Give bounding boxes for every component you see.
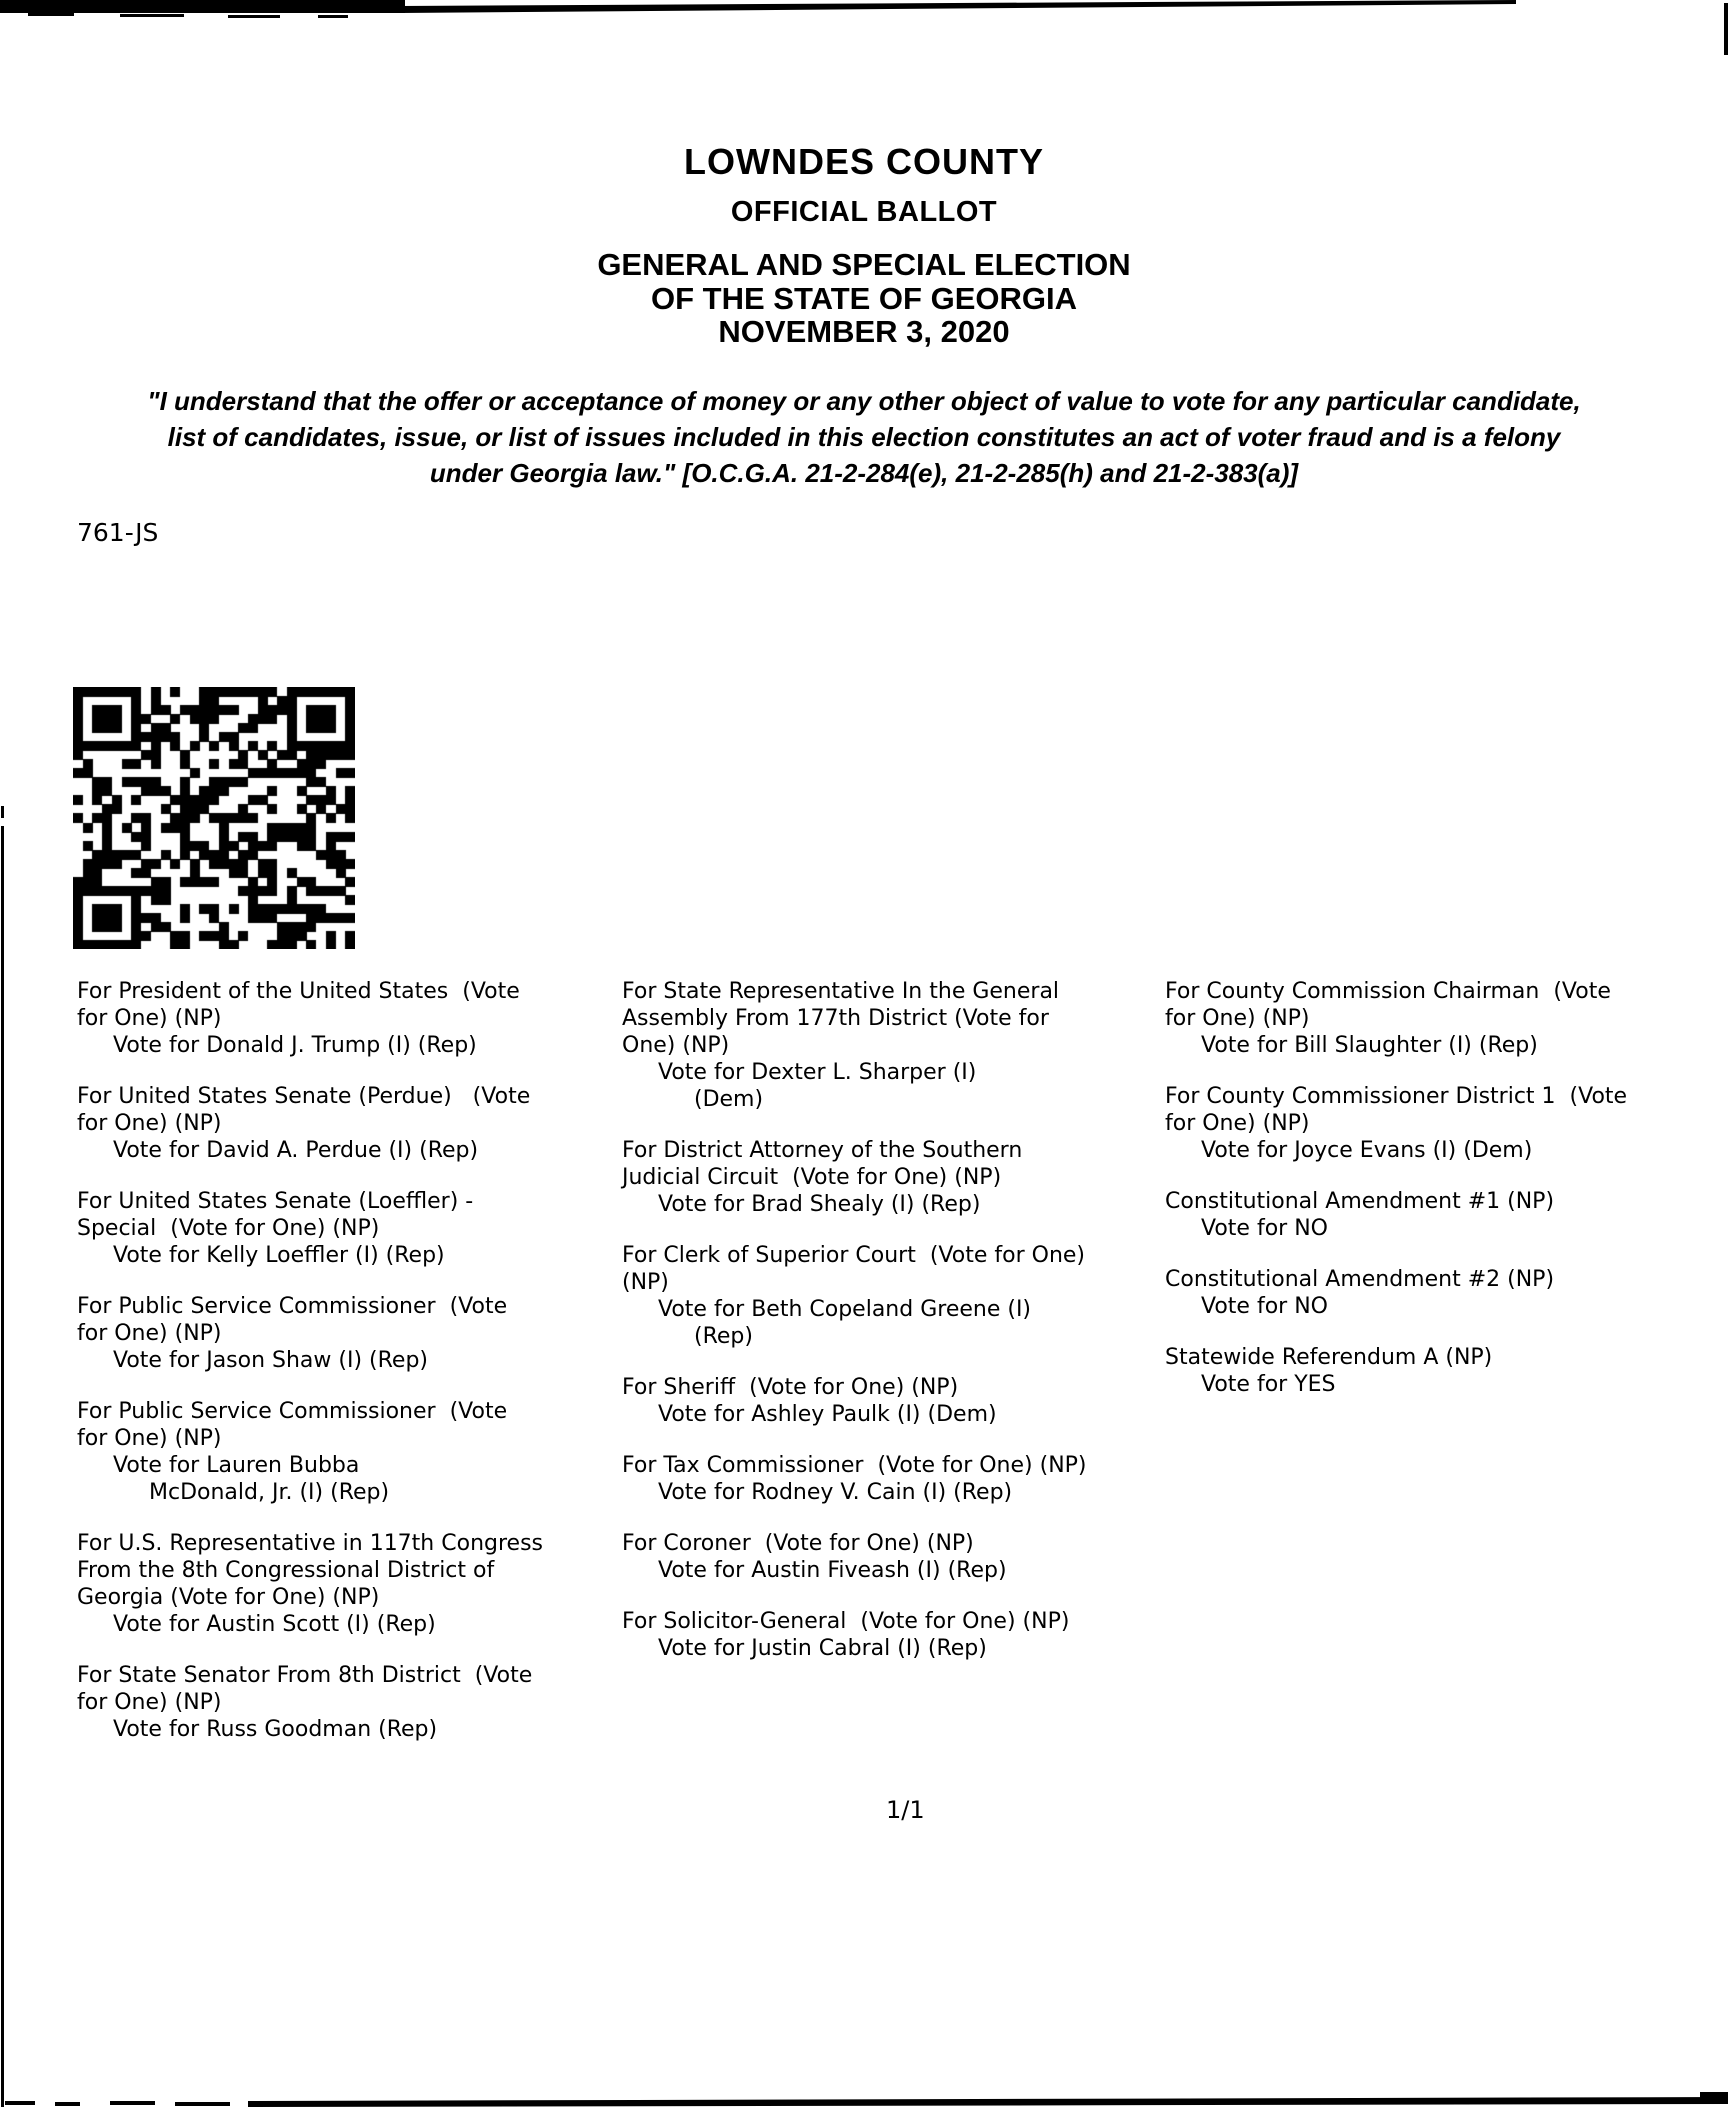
disclaimer-line: list of candidates, issue, or list of issues included in this election constitutes an act of voter fraud and is a felony bbox=[167, 422, 1561, 452]
contest-title-line: From the 8th Congressional District of bbox=[77, 1558, 495, 1583]
contest-title-line: For U.S. Representative in 117th Congress bbox=[77, 1531, 543, 1556]
contest-column-1 bbox=[77, 978, 617, 1767]
vote-record-line: Vote for NO bbox=[1201, 1216, 1328, 1241]
contest-block bbox=[77, 1083, 617, 1164]
contest-title-line: for One) (NP) bbox=[1165, 1111, 1310, 1136]
contest-title-line: Constitutional Amendment #2 (NP) bbox=[1165, 1267, 1555, 1292]
vote-record-line: Vote for Kelly Loeffler (I) (Rep) bbox=[113, 1243, 445, 1268]
contest-title-line: For County Commission Chairman (Vote bbox=[1165, 979, 1611, 1004]
contest-block bbox=[77, 1662, 617, 1743]
contest-title-line: Constitutional Amendment #1 (NP) bbox=[1165, 1189, 1555, 1214]
contest-block bbox=[77, 1188, 617, 1269]
contest-block bbox=[622, 1452, 1162, 1506]
contest-block bbox=[77, 1398, 617, 1506]
contest-title-line: For District Attorney of the Southern bbox=[622, 1138, 1023, 1163]
qr-code bbox=[73, 687, 355, 949]
contest-title-line: Georgia (Vote for One) (NP) bbox=[77, 1585, 380, 1610]
contest-title-line: Judicial Circuit (Vote for One) (NP) bbox=[622, 1165, 1002, 1190]
contest-title-line: for One) (NP) bbox=[1165, 1006, 1310, 1031]
contest-block bbox=[77, 978, 617, 1059]
vote-record-line: Vote for Dexter L. Sharper (I) bbox=[658, 1060, 977, 1085]
contest-title-line: for One) (NP) bbox=[77, 1321, 222, 1346]
contest-title-line: For County Commissioner District 1 (Vote bbox=[1165, 1084, 1628, 1109]
contest-title-line: For Solicitor-General (Vote for One) (NP) bbox=[622, 1609, 1070, 1634]
vote-record-line: Vote for Joyce Evans (I) (Dem) bbox=[1201, 1138, 1533, 1163]
vote-record-line: Vote for Russ Goodman (Rep) bbox=[113, 1717, 438, 1742]
vote-record-line: Vote for Justin Cabral (I) (Rep) bbox=[658, 1636, 987, 1661]
contest-title-line: for One) (NP) bbox=[77, 1006, 222, 1031]
vote-record-line: Vote for NO bbox=[1201, 1294, 1328, 1319]
contest-block bbox=[622, 1242, 1162, 1350]
vote-record-line: Vote for Jason Shaw (I) (Rep) bbox=[113, 1348, 429, 1373]
contest-column-2 bbox=[622, 978, 1162, 1686]
contest-block bbox=[1165, 1188, 1728, 1242]
contest-block bbox=[1165, 1266, 1728, 1320]
vote-record-line: Vote for Rodney V. Cain (I) (Rep) bbox=[658, 1480, 1013, 1505]
contest-title-line: For Public Service Commissioner (Vote bbox=[77, 1399, 508, 1424]
contest-block bbox=[622, 1374, 1162, 1428]
disclaimer-line: "I understand that the offer or acceptance of money or any other object of value to vote for any particular candidate, bbox=[147, 386, 1581, 416]
contest-title-line: For Sheriff (Vote for One) (NP) bbox=[622, 1375, 959, 1400]
contest-block bbox=[622, 1608, 1162, 1662]
contest-block bbox=[77, 1530, 617, 1638]
vote-record-line: McDonald, Jr. (I) (Rep) bbox=[149, 1480, 390, 1505]
vote-record-line: Vote for David A. Perdue (I) (Rep) bbox=[113, 1138, 479, 1163]
contest-block bbox=[1165, 1083, 1728, 1164]
contest-title-line: for One) (NP) bbox=[77, 1690, 222, 1715]
contest-title-line: For State Representative In the General bbox=[622, 979, 1060, 1004]
contest-title-line: For State Senator From 8th District (Vote bbox=[77, 1663, 533, 1688]
contest-title-line: For Coroner (Vote for One) (NP) bbox=[622, 1531, 974, 1556]
vote-record-line: Vote for Ashley Paulk (I) (Dem) bbox=[658, 1402, 997, 1427]
election-title-line1: GENERAL AND SPECIAL ELECTION bbox=[597, 247, 1131, 282]
fraud-disclaimer bbox=[0, 383, 1728, 491]
vote-record-line: Vote for YES bbox=[1201, 1372, 1336, 1397]
contest-title-line: (NP) bbox=[622, 1270, 669, 1295]
contest-title-line: For Tax Commissioner (Vote for One) (NP) bbox=[622, 1453, 1087, 1478]
vote-record-line: (Rep) bbox=[694, 1324, 753, 1349]
contest-block bbox=[1165, 1344, 1728, 1398]
county-title: LOWNDES COUNTY bbox=[684, 141, 1044, 182]
disclaimer-line: under Georgia law." [O.C.G.A. 21-2-284(e), 21-2-285(h) and 21-2-383(a)] bbox=[429, 458, 1299, 488]
contest-title-line: For Clerk of Superior Court (Vote for One) bbox=[622, 1243, 1085, 1268]
contest-title-line: for One) (NP) bbox=[77, 1426, 222, 1451]
contest-title-line: Assembly From 177th District (Vote for bbox=[622, 1006, 1049, 1031]
election-date: NOVEMBER 3, 2020 bbox=[718, 314, 1010, 349]
vote-record-line: (Dem) bbox=[694, 1087, 764, 1112]
vote-record-line: Vote for Donald J. Trump (I) (Rep) bbox=[113, 1033, 477, 1058]
contest-title-line: For United States Senate (Perdue) (Vote bbox=[77, 1084, 531, 1109]
contest-block bbox=[1165, 978, 1728, 1059]
contest-title-line: For United States Senate (Loeffler) - bbox=[77, 1189, 474, 1214]
contest-title-line: One) (NP) bbox=[622, 1033, 730, 1058]
vote-record-line: Vote for Brad Shealy (I) (Rep) bbox=[658, 1192, 981, 1217]
contest-block bbox=[622, 1530, 1162, 1584]
contest-block bbox=[622, 978, 1162, 1113]
election-title-line2: OF THE STATE OF GEORGIA bbox=[651, 281, 1077, 316]
vote-record-line: Vote for Austin Scott (I) (Rep) bbox=[113, 1612, 436, 1637]
vote-record-line: Vote for Bill Slaughter (I) (Rep) bbox=[1201, 1033, 1538, 1058]
contest-title-line: Statewide Referendum A (NP) bbox=[1165, 1345, 1493, 1370]
contest-title-line: for One) (NP) bbox=[77, 1111, 222, 1136]
contest-column-3 bbox=[1165, 978, 1728, 1422]
contest-block bbox=[622, 1137, 1162, 1218]
ballot-style-code: 761-JS bbox=[77, 518, 159, 547]
vote-record-line: Vote for Austin Fiveash (I) (Rep) bbox=[658, 1558, 1007, 1583]
contest-block bbox=[77, 1293, 617, 1374]
page-number: 1/1 bbox=[886, 1796, 925, 1824]
vote-record-line: Vote for Lauren Bubba bbox=[113, 1453, 360, 1478]
contest-title-line: Special (Vote for One) (NP) bbox=[77, 1216, 380, 1241]
contest-title-line: For Public Service Commissioner (Vote bbox=[77, 1294, 508, 1319]
contest-title-line: For President of the United States (Vote bbox=[77, 979, 520, 1004]
official-ballot-title: OFFICIAL BALLOT bbox=[730, 196, 998, 228]
vote-record-line: Vote for Beth Copeland Greene (I) bbox=[658, 1297, 1032, 1322]
